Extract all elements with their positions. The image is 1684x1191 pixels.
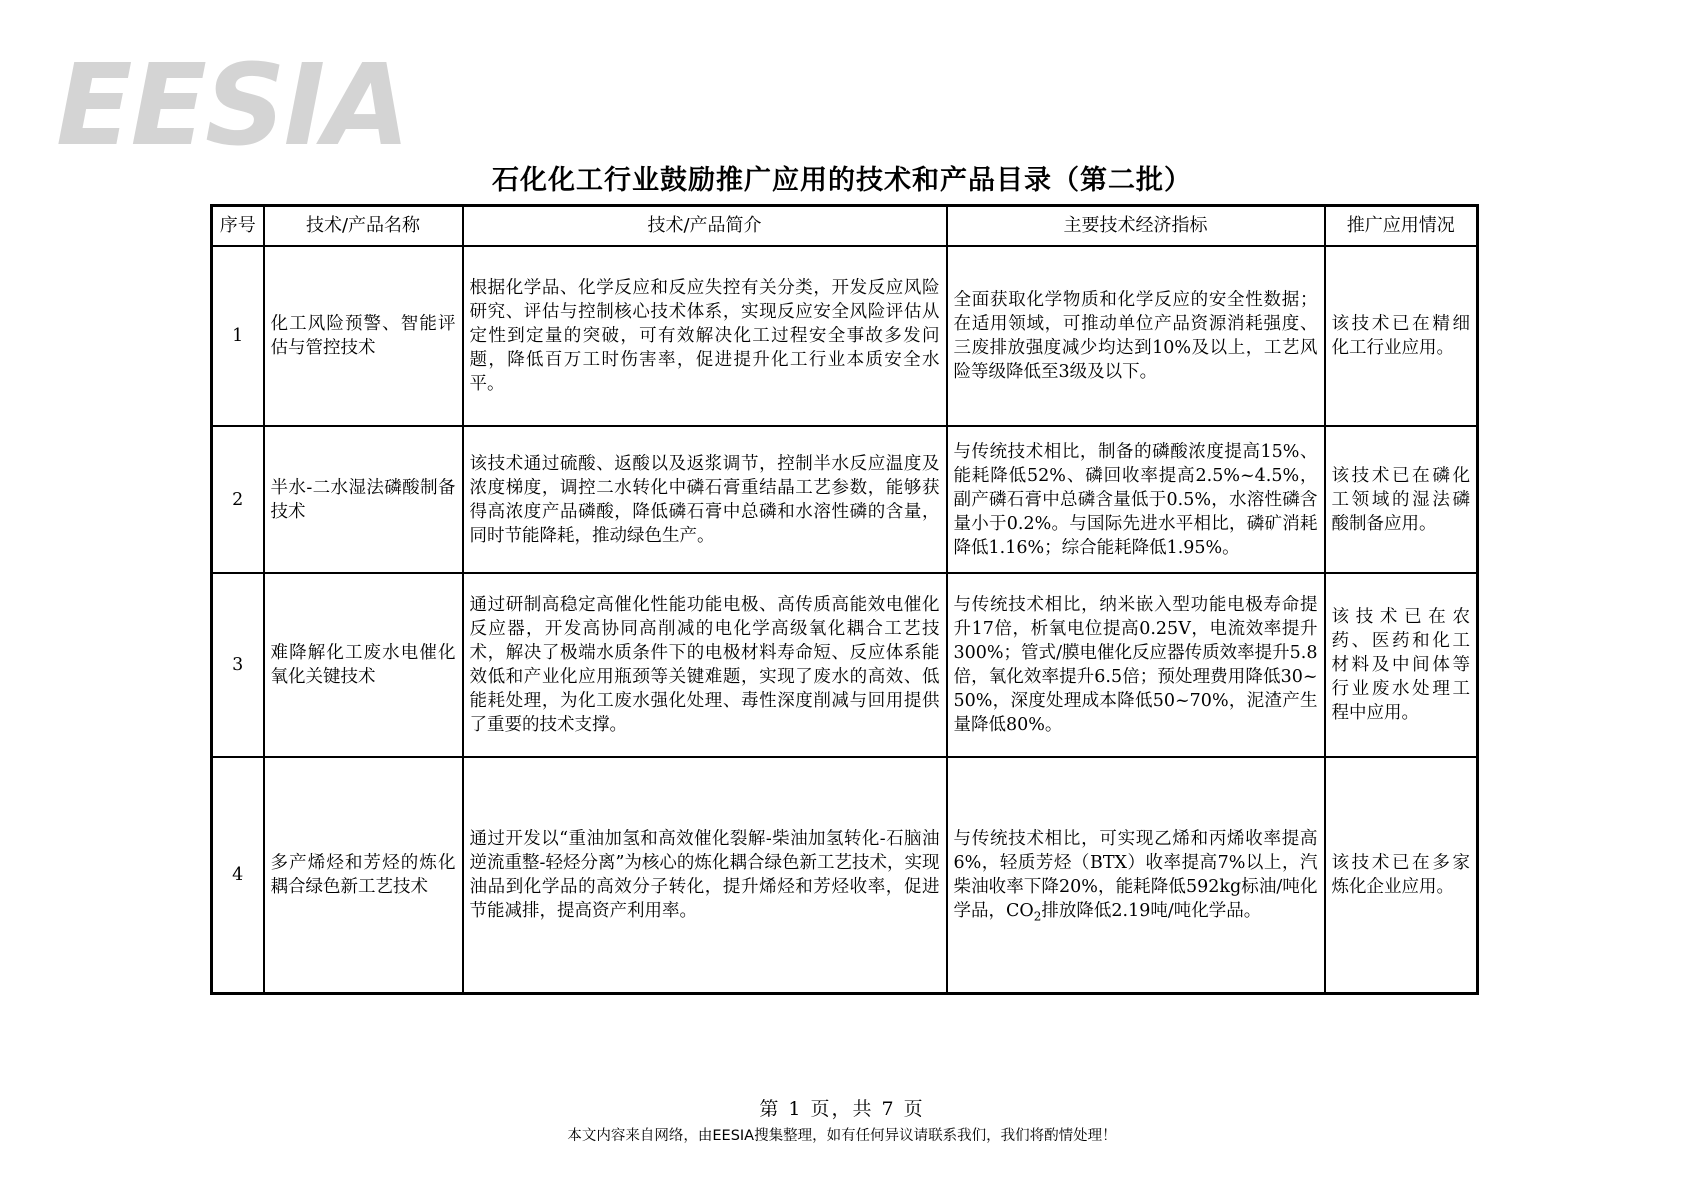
row-index: 1	[212, 246, 264, 426]
indicators-text-post: 排放降低2.19吨/吨化学品。	[1041, 900, 1262, 921]
co2-subscript: 2	[1033, 909, 1042, 924]
row-indicators: 与传统技术相比，制备的磷酸浓度提高15%、能耗降低52%、磷回收率提高2.5%~4.5%，副产磷石膏中总磷含量低于0.5%，水溶性磷含量小于0.2%。与国际先进水平相比，磷矿消耗降低1.16%；综合能耗降低1.95%。	[947, 426, 1325, 573]
row-name: 半水-二水湿法磷酸制备技术	[264, 426, 463, 573]
row-intro: 根据化学品、化学反应和反应失控有关分类，开发反应风险研究、评估与控制核心技术体系，实现反应安全风险评估从定性到定量的突破，可有效解决化工过程安全事故多发问题，降低百万工时伤害率，促进提升化工行业本质安全水平。	[463, 246, 947, 426]
indicators-text-pre: 与传统技术相比，可实现乙烯和丙烯收率提高6%，轻质芳烃（BTX）收率提高7%以上，汽柴油收率下降20%，能耗降低592kg标油/吨化学品，CO	[953, 828, 1318, 921]
table-row	[212, 246, 1478, 426]
row-intro: 通过研制高稳定高催化性能功能电极、高传质高能效电催化反应器，开发高协同高削减的电化学高级氧化耦合工艺技术，解决了极端水质条件下的电极材料寿命短、反应体系能效低和产业化应用瓶颈等关键难题，实现了废水的高效、低能耗处理，为化工废水强化处理、毒性深度削减与回用提供了重要的技术支撑。	[463, 573, 947, 757]
row-index: 2	[212, 426, 264, 573]
eesia-logo: EESIA	[56, 41, 409, 171]
footer-disclaimer: 本文内容来自网络，由EESIA搜集整理，如有任何异议请联系我们，我们将酌情处理！	[567, 1128, 1117, 1144]
header-indicators: 主要技术经济指标	[947, 206, 1325, 247]
row-application: 该技术已在磷化工领域的湿法磷酸制备应用。	[1325, 426, 1478, 573]
row-name: 难降解化工废水电催化氧化关键技术	[264, 573, 463, 757]
table-row	[212, 573, 1478, 757]
row-name: 化工风险预警、智能评估与管控技术	[264, 246, 463, 426]
row-index: 4	[212, 757, 264, 993]
table-row	[212, 426, 1478, 573]
row-index: 3	[212, 573, 264, 757]
row-intro: 通过开发以“重油加氢和高效催化裂解-柴油加氢转化-石脑油逆流重整-轻烃分离”为核心的炼化耦合绿色新工艺技术，实现油品到化学品的高效分子转化，提升烯烃和芳烃收率，促进节能减排，提高资产利用率。	[463, 757, 947, 993]
row-application: 该技术已在精细化工行业应用。	[1325, 246, 1478, 426]
header-name: 技术/产品名称	[264, 206, 463, 247]
table-header-row	[212, 206, 1478, 247]
row-indicators: 全面获取化学物质和化学反应的安全性数据；在适用领域，可推动单位产品资源消耗强度、三废排放强度减少均达到10%及以上，工艺风险等级降低至3级及以下。	[947, 246, 1325, 426]
row-intro: 该技术通过硫酸、返酸以及返浆调节，控制半水反应温度及浓度梯度，调控二水转化中磷石膏重结晶工艺参数，能够获得高浓度产品磷酸，降低磷石膏中总磷和水溶性磷的含量，同时节能降耗，推动绿色生产。	[463, 426, 947, 573]
row-indicators	[947, 757, 1325, 993]
table-row	[212, 757, 1478, 993]
header-intro: 技术/产品简介	[463, 206, 947, 247]
row-name: 多产烯烃和芳烃的炼化耦合绿色新工艺技术	[264, 757, 463, 993]
page-number: 第 1 页，共 7 页	[759, 1098, 925, 1120]
row-application: 该技术已在农药、医药和化工材料及中间体等行业废水处理工程中应用。	[1325, 573, 1478, 757]
row-indicators: 与传统技术相比，纳米嵌入型功能电极寿命提升17倍，析氧电位提高0.25V，电流效率提升300%；管式/膜电催化反应器传质效率提升5.8倍，氧化效率提升6.5倍；预处理费用降低30~50%，深度处理成本降低50~70%，泥渣产生量降低80%。	[947, 573, 1325, 757]
catalog-table	[210, 204, 1479, 995]
document-title: 石化化工行业鼓励推广应用的技术和产品目录（第二批）	[492, 165, 1192, 196]
header-index: 序号	[212, 206, 264, 247]
row-application: 该技术已在多家炼化企业应用。	[1325, 757, 1478, 993]
header-application: 推广应用情况	[1325, 206, 1478, 247]
